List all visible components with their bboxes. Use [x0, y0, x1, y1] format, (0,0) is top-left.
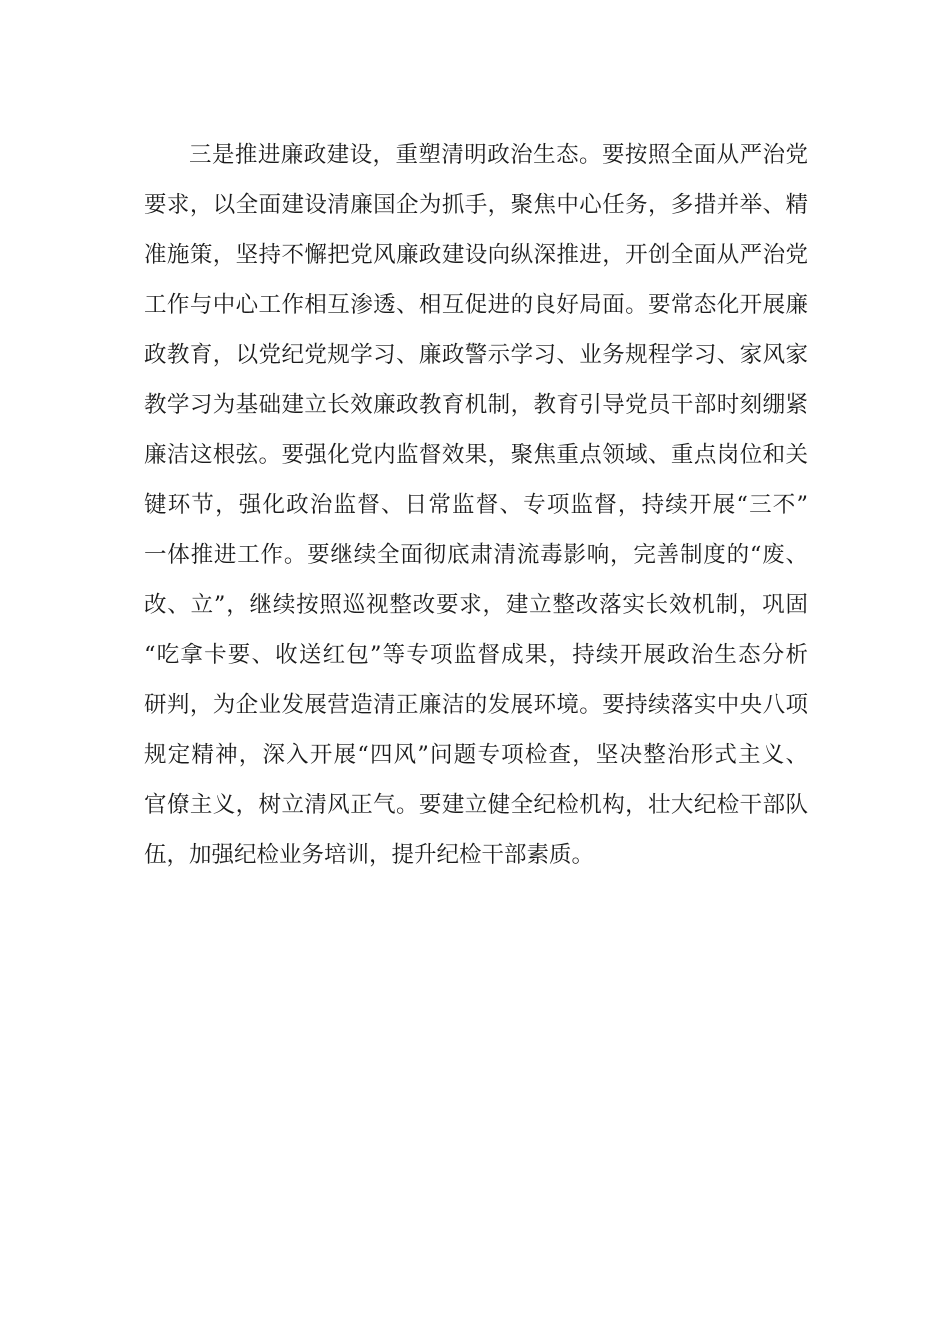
paragraph-line: 教学习为基础建立长效廉政教育机制，教育引导党员干部时刻绷紧 [144, 392, 808, 418]
paragraph-line: 政教育，以党纪党规学习、廉政警示学习、业务规程学习、家风家 [144, 342, 808, 368]
paragraph-line: 伍，加强纪检业务培训，提升纪检干部素质。 [144, 842, 595, 868]
paragraph-line: 一体推进工作。要继续全面彻底肃清流毒影响，完善制度的“废、 [144, 542, 808, 568]
paragraph-line: 要求，以全面建设清廉国企为抓手，聚焦中心任务，多措并举、精 [144, 192, 808, 218]
paragraph-line: 准施策，坚持不懈把党风廉政建设向纵深推进，开创全面从严治党 [144, 242, 808, 268]
paragraph-line: 改、立”，继续按照巡视整改要求，建立整改落实长效机制，巩固 [144, 592, 808, 618]
paragraph-line: “吃拿卡要、收送红包”等专项监督成果，持续开展政治生态分析 [144, 642, 808, 668]
paragraph-line: 研判，为企业发展营造清正廉洁的发展环境。要持续落实中央八项 [144, 692, 808, 718]
paragraph-line: 工作与中心工作相互渗透、相互促进的良好局面。要常态化开展廉 [144, 292, 808, 318]
body-paragraph [144, 130, 808, 880]
paragraph-line: 三是推进廉政建设，重塑清明政治生态。要按照全面从严治党 [189, 142, 808, 168]
paragraph-line: 廉洁这根弦。要强化党内监督效果，聚焦重点领域、重点岗位和关 [144, 442, 808, 468]
paragraph-line: 官僚主义，树立清风正气。要建立健全纪检机构，壮大纪检干部队 [144, 792, 808, 818]
paragraph-line: 键环节，强化政治监督、日常监督、专项监督，持续开展“三不” [144, 492, 808, 518]
paragraph-line: 规定精神，深入开展“四风”问题专项检查，坚决整治形式主义、 [144, 742, 808, 768]
